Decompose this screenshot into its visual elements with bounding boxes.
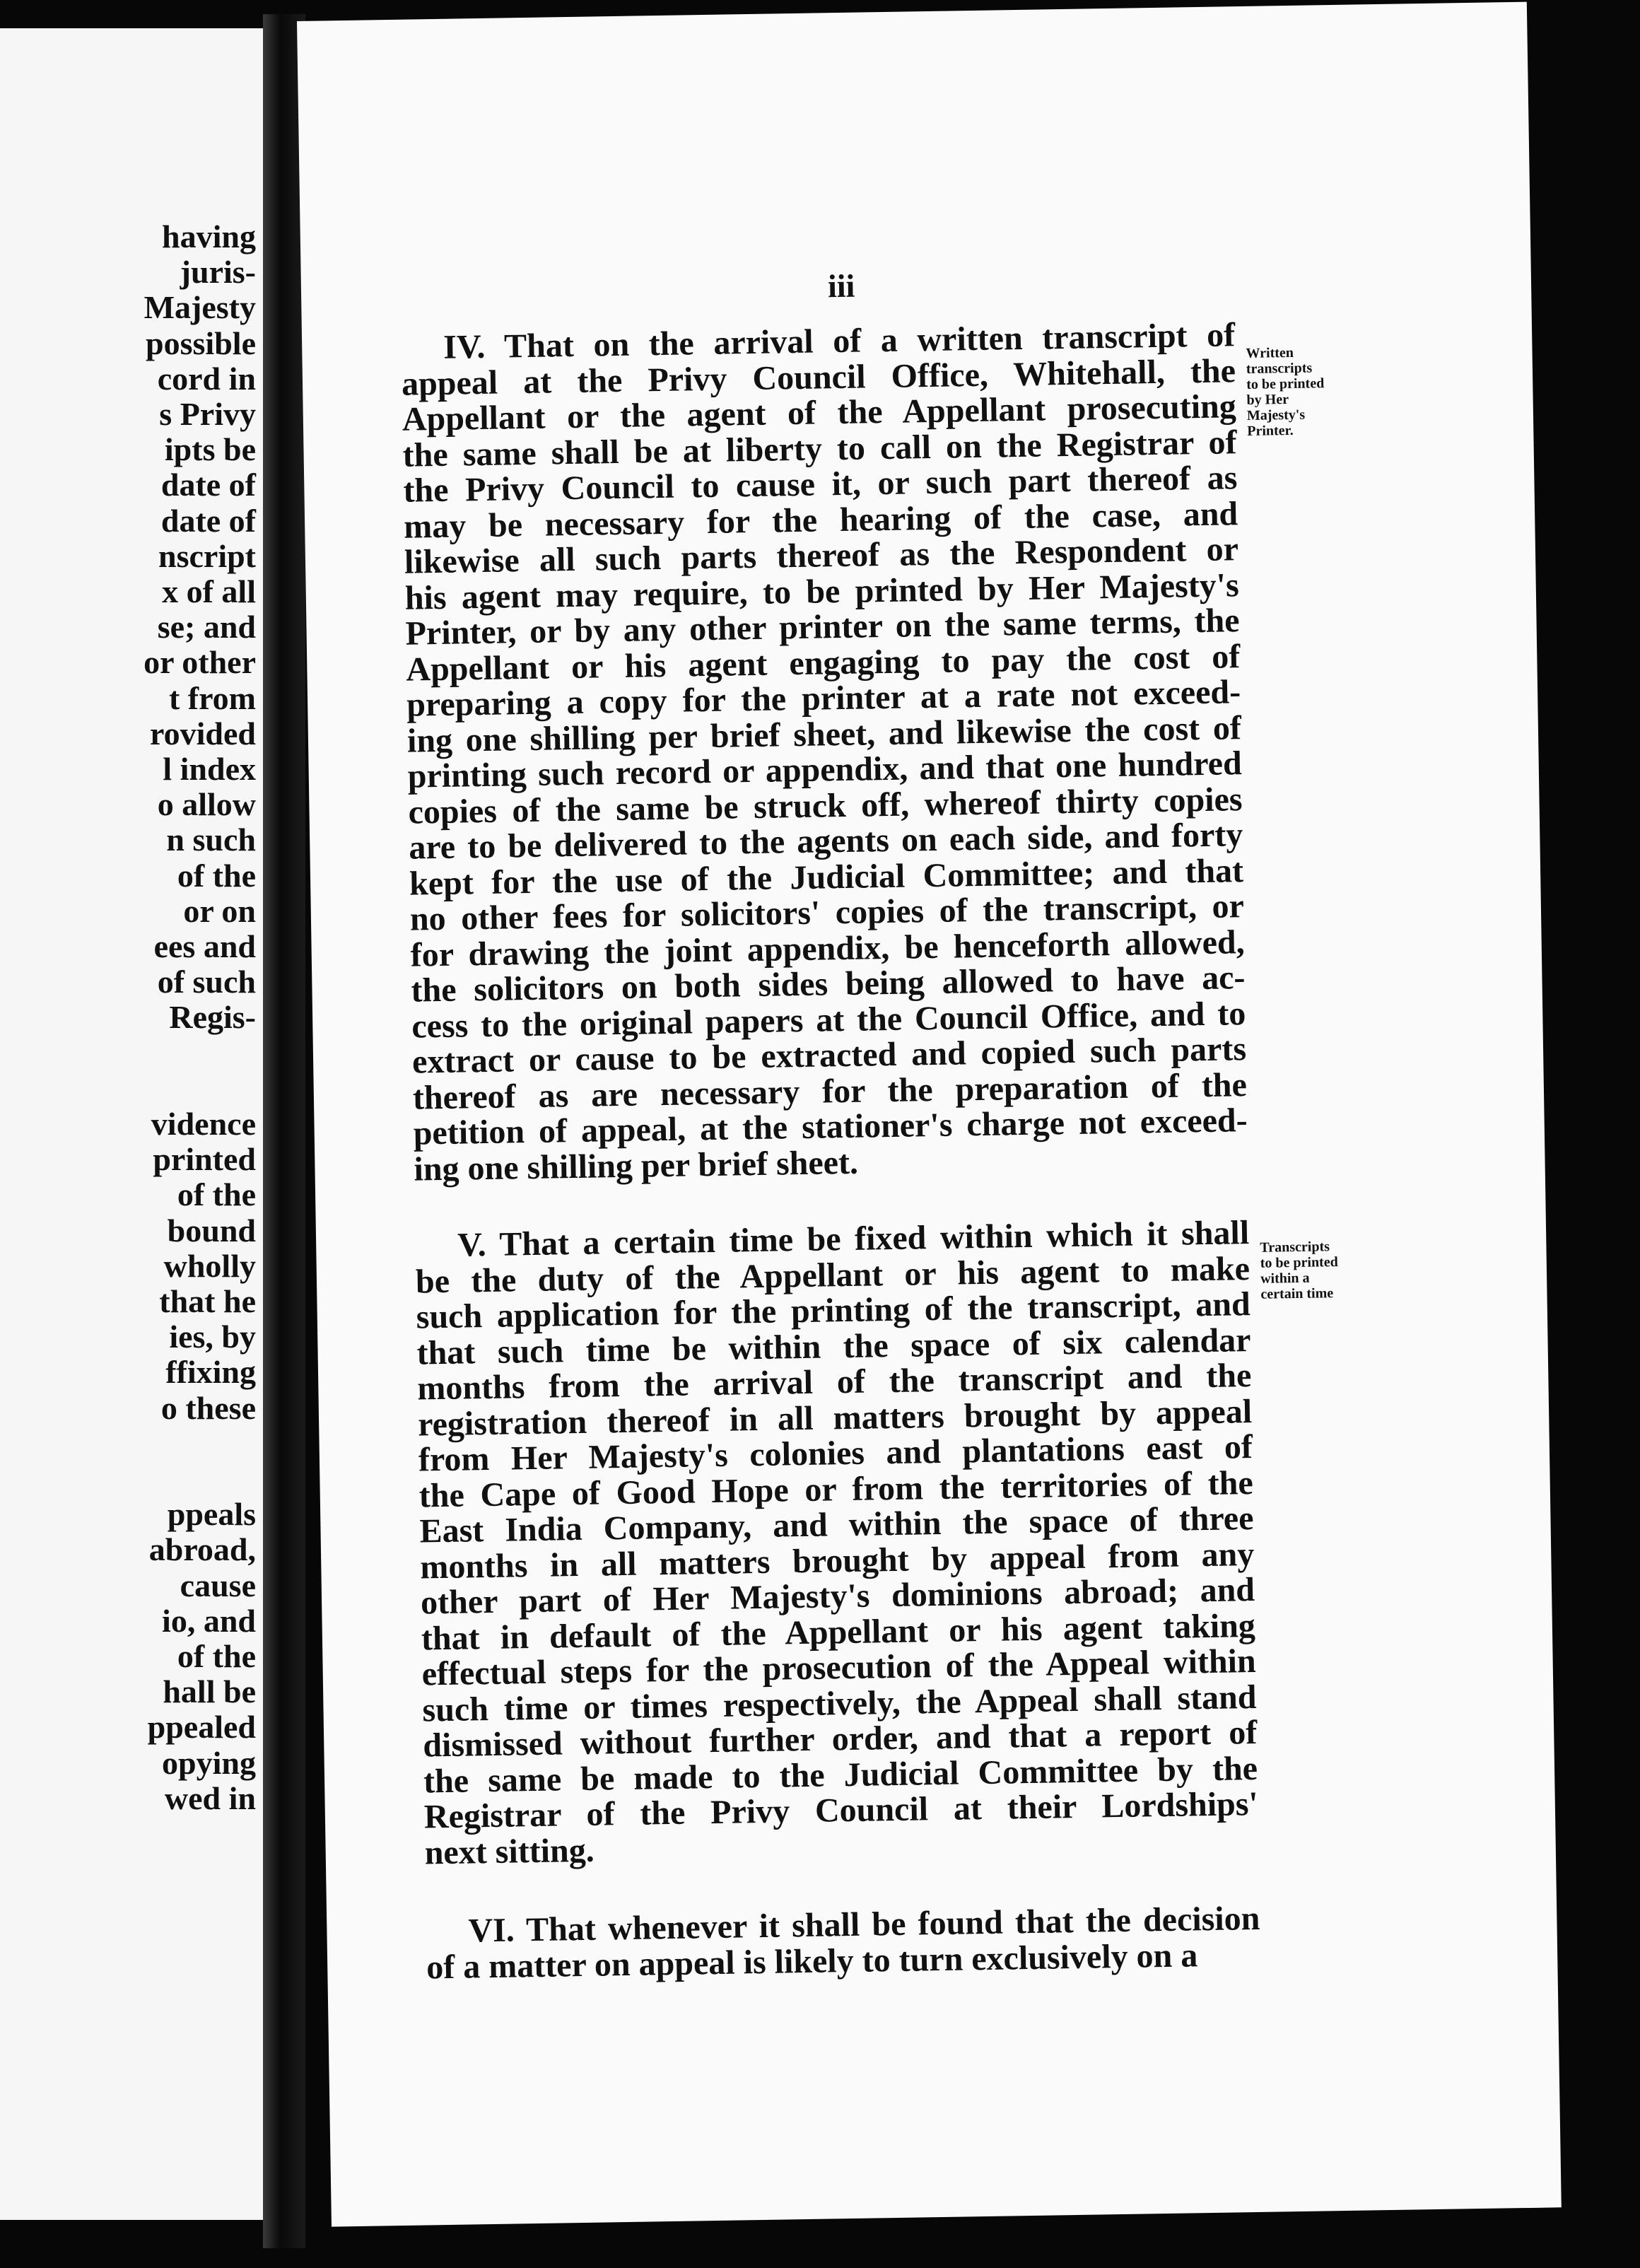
text-line: copies of the same be struck off, whereof thirty copies bbox=[408, 780, 1243, 831]
left-page-line: that he bbox=[159, 1283, 256, 1319]
text-line: the same be made to the Judicial Committee by the bbox=[423, 1749, 1258, 1800]
text-line: kept for the use of the Judicial Committee; and that bbox=[409, 851, 1244, 903]
text-line: the same shall be at liberty to call on the Registrar of bbox=[402, 423, 1237, 474]
book-gutter bbox=[263, 14, 305, 2248]
margin-note-line: transcripts bbox=[1246, 360, 1313, 377]
text-line: of a matter on appeal is likely to turn exclusively on a bbox=[426, 1936, 1198, 1986]
text-line: his agent may require, to be printed by Her Majesty's bbox=[404, 566, 1240, 617]
left-page-line: cord in bbox=[157, 360, 256, 397]
left-page-line: ffixing bbox=[165, 1354, 256, 1391]
text-line: the Cape of Good Hope or from the territories of the bbox=[418, 1463, 1254, 1515]
left-page-line: o allow bbox=[157, 786, 256, 823]
left-page-line: or on bbox=[183, 892, 256, 929]
text-line: petition of appeal, at the stationer's charge not exceed- bbox=[413, 1101, 1248, 1152]
margin-note-line: by Her bbox=[1246, 392, 1289, 408]
left-page-line: ipts be bbox=[164, 431, 256, 468]
margin-note-line: Written bbox=[1246, 344, 1294, 361]
text-line: other part of Her Majesty's dominions abroad; and bbox=[420, 1570, 1255, 1622]
left-page-line: opying bbox=[162, 1744, 256, 1781]
text-line: such application for the printing of the transcript, and bbox=[416, 1285, 1251, 1336]
left-page-line: wed in bbox=[164, 1779, 256, 1816]
paragraph-iv bbox=[401, 317, 1248, 1187]
text-line: extract or cause to be extracted and copied such parts bbox=[411, 1030, 1247, 1081]
text-line: thereof as are necessary for the preparation of the bbox=[412, 1065, 1248, 1117]
left-page-line: ees and bbox=[153, 928, 256, 964]
left-page-line: or other bbox=[144, 644, 256, 681]
text-line: for drawing the joint appendix, be henceforth allowed, bbox=[410, 923, 1246, 974]
left-page-line: printed bbox=[153, 1141, 256, 1178]
left-page bbox=[0, 28, 263, 2220]
left-page-line: date of bbox=[160, 467, 256, 503]
margin-note-line: within a bbox=[1260, 1270, 1310, 1287]
left-page-line: possible bbox=[146, 325, 256, 361]
left-page-line: of the bbox=[177, 857, 256, 894]
text-line: preparing a copy for the printer at a rate not exceed- bbox=[406, 673, 1241, 724]
text-line: may be necessary for the hearing of the case, and bbox=[403, 494, 1238, 546]
paragraph-vi bbox=[426, 1901, 1260, 1986]
margin-note-line: to be printed bbox=[1260, 1254, 1338, 1271]
text-line: appeal at the Privy Council Office, Whitehall, the bbox=[401, 351, 1236, 403]
left-page-line: ppeals bbox=[167, 1496, 256, 1533]
left-page-line: Regis- bbox=[169, 999, 256, 1036]
text-line: IV. That on the arrival of a written transcript of bbox=[443, 316, 1236, 366]
left-page-line: rovided bbox=[150, 715, 256, 752]
margin-note-transcripts-time bbox=[1260, 1239, 1338, 1302]
left-page-line: of the bbox=[177, 1176, 256, 1213]
text-line: from Her Majesty's colonies and plantations east of bbox=[418, 1428, 1253, 1479]
left-page-line: nscript bbox=[158, 537, 256, 574]
margin-note-line: Transcripts bbox=[1260, 1239, 1330, 1256]
text-line: printing such record or appendix, and that one hundred bbox=[407, 744, 1243, 795]
text-line: dismissed without further order, and that a report of bbox=[422, 1713, 1258, 1765]
text-line: are to be delivered to the agents on each side, and forty bbox=[408, 816, 1243, 867]
text-line: ing one shilling per brief sheet. bbox=[414, 1143, 859, 1188]
left-page-line: of the bbox=[177, 1638, 256, 1674]
paragraph-v bbox=[415, 1215, 1259, 1871]
text-line: Appellant or his agent engaging to pay the cost of bbox=[406, 637, 1241, 689]
text-line: months in all matters brought by appeal from any bbox=[419, 1535, 1255, 1586]
left-page-line: having bbox=[162, 218, 256, 255]
left-page-line: abroad, bbox=[148, 1531, 256, 1568]
left-page-line: t from bbox=[168, 679, 256, 716]
left-page-line: juris- bbox=[180, 254, 256, 291]
left-page-line: io, and bbox=[162, 1602, 256, 1639]
margin-note-line: Majesty's bbox=[1246, 407, 1306, 423]
text-line: next sitting. bbox=[424, 1831, 595, 1871]
text-line: VI. That whenever it shall be found that the decision bbox=[468, 1899, 1260, 1950]
text-line: effectual steps for the prosecution of the Appeal within bbox=[421, 1642, 1257, 1693]
text-line: such time or times respectively, the Appeal shall stand bbox=[422, 1678, 1257, 1729]
right-page bbox=[297, 2, 1562, 2227]
page-number: iii bbox=[827, 267, 855, 305]
left-page-line: ies, by bbox=[169, 1319, 256, 1355]
margin-note-line: certain time bbox=[1260, 1285, 1334, 1302]
text-line: that in default of the Appellant or his agent taking bbox=[421, 1606, 1256, 1658]
left-page-line: x of all bbox=[162, 573, 256, 609]
left-page-line: s Privy bbox=[159, 396, 256, 432]
margin-note-written-transcripts bbox=[1246, 344, 1325, 439]
text-line: Printer, or by any other printer on the same terms, the bbox=[405, 602, 1240, 653]
text-line: cess to the original papers at the Council Office, and to bbox=[411, 994, 1246, 1046]
text-line: the Privy Council to cause it, or such part thereof as bbox=[403, 459, 1238, 510]
left-page-line: date of bbox=[160, 502, 256, 539]
left-page-line: se; and bbox=[157, 609, 256, 645]
text-line: that such time be within the space of six calendar bbox=[416, 1321, 1251, 1372]
text-line: Registrar of the Privy Council at their Lordships' bbox=[423, 1784, 1259, 1836]
left-page-line: wholly bbox=[163, 1247, 256, 1284]
left-page-line: bound bbox=[167, 1212, 256, 1249]
margin-note-line: Printer. bbox=[1247, 422, 1294, 439]
left-page-line: vidence bbox=[151, 1106, 256, 1142]
text-line: months from the arrival of the transcript and the bbox=[416, 1357, 1252, 1408]
text-line: be the duty of the Appellant or his agent to make bbox=[415, 1249, 1250, 1301]
left-page-line: ppealed bbox=[147, 1709, 256, 1746]
text-line: the solicitors on both sides being allowed to have ac- bbox=[411, 959, 1246, 1010]
left-page-line: hall be bbox=[163, 1673, 256, 1710]
text-line: Appellant or the agent of the Appellant prosecuting bbox=[402, 387, 1237, 438]
text-line: East India Company, and within the space of three bbox=[419, 1500, 1254, 1550]
text-line: registration thereof in all matters brought by appeal bbox=[417, 1392, 1253, 1444]
text-line: no other fees for solicitors' copies of the transcript, or bbox=[409, 887, 1245, 938]
margin-note-line: to be printed bbox=[1246, 375, 1325, 392]
left-page-line: of such bbox=[157, 964, 256, 1000]
left-page-line: cause bbox=[180, 1567, 256, 1603]
text-line: ing one shilling per brief sheet, and likewise the cost of bbox=[406, 708, 1242, 760]
text-line: likewise all such parts thereof as the Respondent or bbox=[404, 530, 1239, 581]
left-page-line: Majesty bbox=[144, 289, 256, 326]
left-page-line: o these bbox=[160, 1389, 256, 1426]
left-page-line: n such bbox=[166, 822, 256, 858]
left-page-line: l index bbox=[163, 751, 256, 787]
text-line: V. That a certain time be fixed within which it shall bbox=[457, 1214, 1250, 1264]
